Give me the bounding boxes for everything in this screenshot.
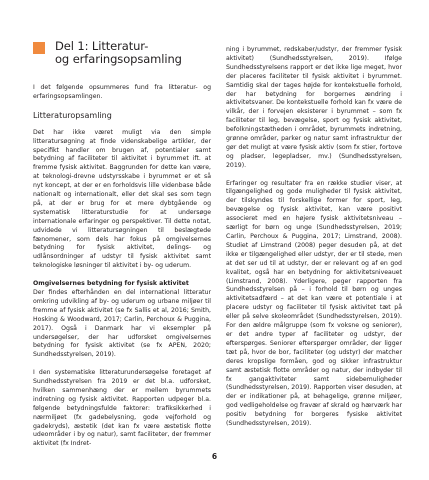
- section-title-line2: og erfaringsopsamling: [55, 52, 182, 66]
- section-title-line1: Del 1: Litteratur-: [55, 39, 149, 53]
- paragraph-1: Det har ikke været muligt via den simple litteratursøgning at finde videnskabelige artikler, der specifikt handler om brugen af, potentialer samt betydning af faciliteter til aktivitet i byrummet ift. at fremme fysisk aktivitet. Baggrunden for dette kan være, at teknologi-drevne udstyrsskabe i byrummet er et så nyt koncept, at der er en forholdsvis lille videnbase både nationalt og internationalt, eller det skal ses som tegn på, at der er brug for et mere dybtgående og systematisk litteraturstudie for at undersøge internationale erfaringer og perspektiver. Til dette notat, udvidede vi litteratursøgningen til beslægtede fænomener, som dels har fokus på omgivelsernes betydning for fysisk aktivitet, delings- og udlånsordninger af udstyr til fysisk aktivitet samt teknologiske løsninger til aktivitet i by- og uderum.: [33, 128, 211, 270]
- left-column: [33, 40, 211, 449]
- subheading: Litteraturopsamling: [33, 110, 112, 120]
- bold-heading: Omgivelsernes betydning for fysisk aktivitet: [33, 280, 189, 288]
- page-number: 6: [211, 452, 218, 461]
- orange-square-icon: [33, 42, 45, 54]
- section-heading: [33, 40, 211, 70]
- paragraph-2: Der findes efterhånden en del international litteratur omkring udvikling af by- og uderum og urbane miljøer til fremme af fysisk aktivitet (se fx Sallis et al, 2016; Smith, Hosking & Woodward, 2017; Carlin, Perchoux & Puggina, 2017). Også i Danmark har vi eksempler på undersøgelser, der har udforsket omgivelsernes betydning for fysisk aktivitet (se fx APEN, 2020; Sundhedsstyrelsen, 2019).: [33, 289, 211, 359]
- paragraph-5: Erfaringer og resultater fra en række studier viser, at tilgængelighed og gode muligheder til fysisk aktivitet, der tilskyndes til forskellige former for sport, leg, bevægelse og fysisk aktivitet, kan være positivt associeret med en højere fysisk aktivitetsniveau – særligt for børn og unge (Sundhedsstyrelsen, 2019; Carlin, Perchoux & Puggina, 2017; Limstrand, 2008). Studiet af Limstrand (2008) peger desuden på, at det ikke er tilgængelighed eller udstyr, der er til stede, men at det ser ud til at udstyr, der er relevant og af en god kvalitet, også har en betydning for aktivitetsniveauet (Limstrand, 2008). Yderligere, peger rapporten fra Sundhedsstyrelsen på – i forhold til børn og unges aktivitetsadfærd – at det kan være et potentiale i at placere udstyr og faciliteter til fysisk aktivitet tæt på eller på selve skoleområdet (Sundhedsstyrelsen, 2019). For den ældre målgruppe (som fx voksne og seniorer), er det andre typer af faciliteter og udstyr, der efterspørges. Seniorer efterspørger områder, der ligger tæt på, hvor de bor, faciliteter (og udstyr) der matcher deres kropslige formåen, god og sikker infrastruktur samt æstetisk flotte områder og natur, der indbyder til fx gangaktiviteter samt sidebemuligheder (Sundhedsstyrelsen, 2019). Rapporten viser desuden, at der er indikationer på, at behagelige, grønne miljøer, god vedligeholdelse og fravær af skrald og hærværk har positiv betydning for borgeres fysiske aktivitet (Sundhedsstyrelsen, 2019).: [226, 179, 402, 428]
- right-column: [226, 46, 402, 429]
- intro-paragraph: I det følgende opsummeres fund fra litteratur- og erfaringsopsamlingen.: [33, 84, 211, 100]
- paragraph-3: I den systematiske litteraturundersøgelse foretaget af Sundhedsstyrelsen fra 2019 er det bl.a. udforsket, hvilken sammenhæng der er mellem byrummets indretning og fysisk aktivitet. Rapporten udpeger bl.a. følgende betydningsfulde faktorer: trafiksikkerhed i nærmiljøet (fx gadebelysning, gode vejforhold og gadekryds), æstetik (det kan fx være æstetisk flotte udeområder i by og natur), samt faciliteter, der fremmer aktivitet (fx Indret-: [33, 369, 211, 448]
- paragraph-4: ning i byrummet, redskaber/udstyr, der fremmer fysisk aktivitet) (Sundhedsstyrelsen, 2019). Ifølge Sundhedsstyrelsens rapport er det ikke lige meget, hvor der placeres faciliteter til fysisk aktivitet i byrummet. Samtidig skal der tages højde for kontekstuelle forhold, der har betydning for borgernes ændring i aktivitetsvaner. De kontekstuelle forhold kan fx være de vilkår, der i forvejen eksisterer i byrummet – som fx faciliteter til leg, bevægelse, sport og fysisk aktivitet, befolkningstætheden i området, byrummets indretning, grønne områder, parker og natur samt infrastruktur der gør det muligt at være fysisk aktiv (som fx stier, fortove og pladser, legepladser, mv.) (Sundhedsstyrelsen, 2019).: [226, 46, 402, 169]
- section-title: [55, 40, 211, 66]
